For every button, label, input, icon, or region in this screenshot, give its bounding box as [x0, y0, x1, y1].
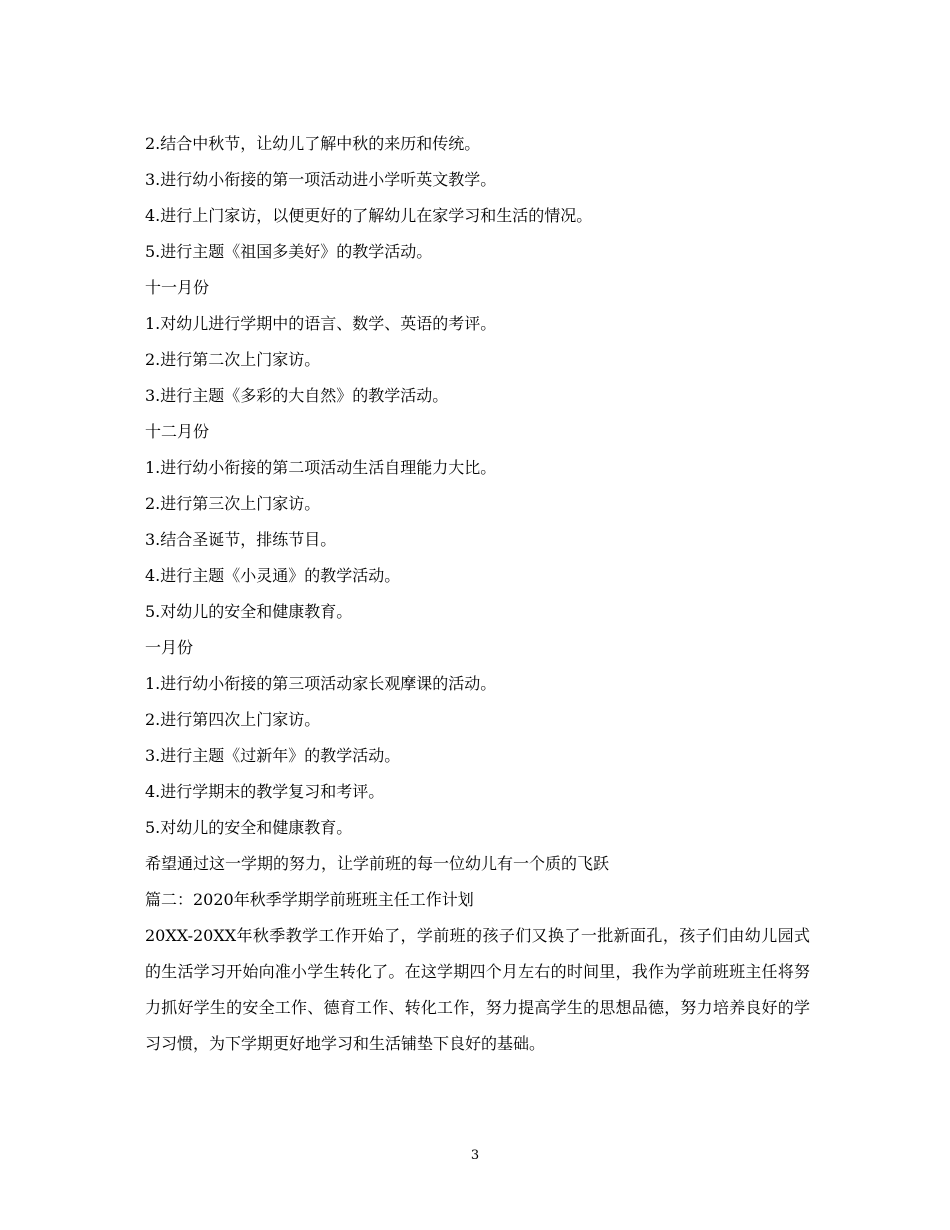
list-item: 2.进行第四次上门家访。 [145, 710, 321, 729]
list-item: 5.进行主题《祖国多美好》的教学活动。 [145, 242, 433, 261]
list-item: 2.进行第二次上门家访。 [145, 350, 321, 369]
section-title: 篇二：2020年秋季学期学前班班主任工作计划 [145, 890, 474, 909]
list-item: 3.进行幼小衔接的第一项活动进小学听英文教学。 [145, 170, 497, 189]
list-item: 5.对幼儿的安全和健康教育。 [145, 602, 353, 621]
list-item: 1.进行幼小衔接的第二项活动生活自理能力大比。 [145, 458, 497, 477]
list-item: 4.进行学期末的教学复习和考评。 [145, 782, 385, 801]
month-heading-january: 一月份 [145, 638, 194, 657]
list-item: 1.进行幼小衔接的第三项活动家长观摩课的活动。 [145, 674, 497, 693]
list-item: 2.进行第三次上门家访。 [145, 494, 321, 513]
list-item: 3.结合圣诞节，排练节目。 [145, 530, 337, 549]
page-number: 3 [470, 1148, 480, 1163]
list-item: 3.进行主题《多彩的大自然》的教学活动。 [145, 386, 449, 405]
list-item: 2.结合中秋节，让幼儿了解中秋的来历和传统。 [145, 134, 481, 153]
list-item: 4.进行主题《小灵通》的教学活动。 [145, 566, 401, 585]
closing-sentence: 希望通过这一学期的努力，让学前班的每一位幼儿有一个质的飞跃 [145, 854, 610, 873]
month-heading-december: 十二月份 [145, 422, 210, 441]
page-content [145, 126, 810, 1062]
list-item: 5.对幼儿的安全和健康教育。 [145, 818, 353, 837]
body-paragraph: 20XX-20XX年秋季教学工作开始了，学前班的孩子们又换了一批新面孔，孩子们由幼儿园式的生活学习开始向准小学生转化了。在这学期四个月左右的时间里，我作为学前班班主任将努力抓好学生的安全工作、德育工作、转化工作，努力提高学生的思想品德，努力培养良好的学习习惯，为下学期更好地学习和生活铺垫下良好的基础。 [145, 926, 810, 1053]
list-item: 1.对幼儿进行学期中的语言、数学、英语的考评。 [145, 314, 497, 333]
list-item: 4.进行上门家访，以便更好的了解幼儿在家学习和生活的情况。 [145, 206, 593, 225]
list-item: 3.进行主题《过新年》的教学活动。 [145, 746, 401, 765]
month-heading-november: 十一月份 [145, 278, 210, 297]
